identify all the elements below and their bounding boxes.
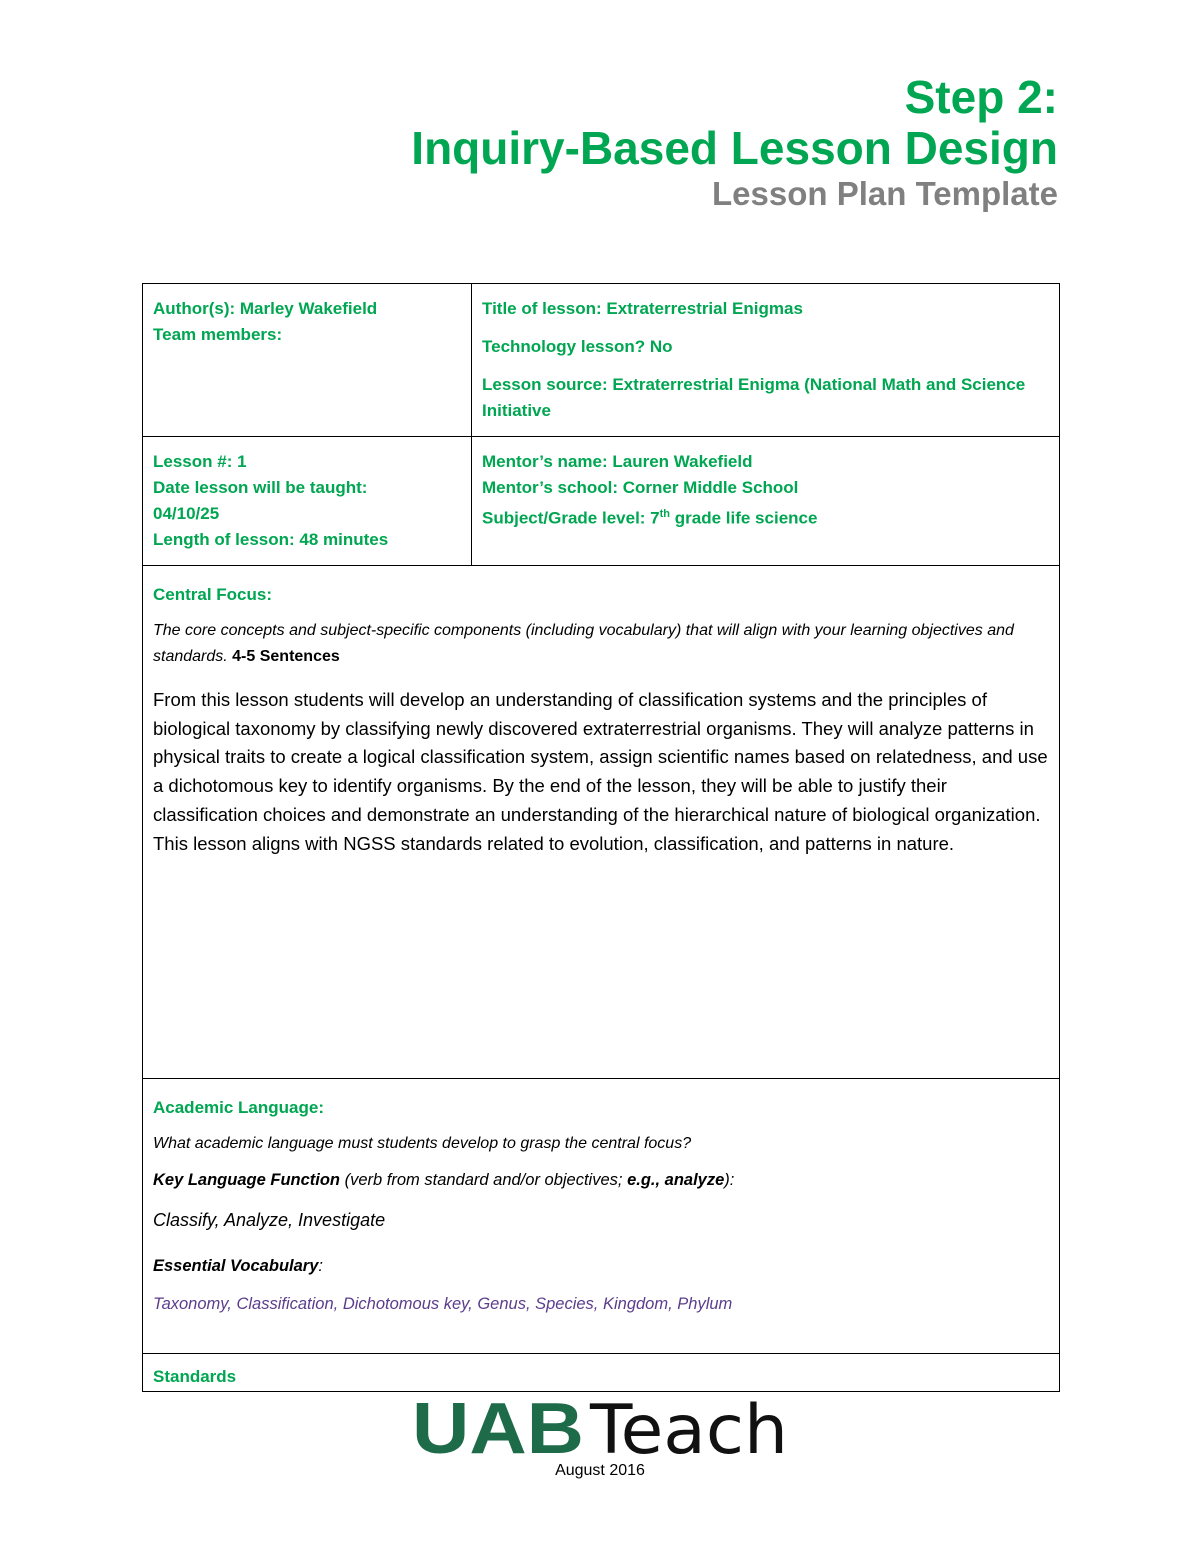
table-row: [143, 1354, 1060, 1392]
instruction-text: The core concepts and subject-specific components (including vocabulary) that will align with your learning objectives and standards.: [153, 622, 1014, 665]
academic-language-question: What academic language must students develop to grasp the central focus?: [153, 1135, 692, 1152]
key-language-function-value: Classify, Analyze, Investigate: [153, 1210, 386, 1230]
date-value: 04/10/25: [153, 504, 220, 523]
vocab-label-colon: :: [318, 1257, 323, 1275]
author-cell: [143, 284, 472, 437]
document-subtitle: Lesson Plan Template: [712, 175, 1058, 212]
table-row: [143, 1079, 1060, 1354]
central-focus-instruction: [153, 618, 1049, 670]
standards-cell: [143, 1354, 1060, 1392]
date-label: Date lesson will be taught:: [153, 478, 368, 497]
function-label-bold: Key Language Function: [153, 1171, 341, 1189]
grade-ordinal: th: [659, 508, 671, 520]
subject-prefix: Subject/Grade level: 7: [482, 508, 660, 528]
table-row: [143, 566, 1060, 1079]
lesson-source-field: Lesson source: Extraterrestrial Enigma (National Math and Science Initiative: [482, 375, 1026, 420]
essential-vocabulary-value: Taxonomy, Classification, Dichotomous key, Genus, Species, Kingdom, Phylum: [153, 1295, 733, 1313]
logo-teach: Teach: [588, 1393, 788, 1459]
technology-field: Technology lesson? No: [482, 337, 673, 356]
document-header: [411, 72, 1058, 214]
central-focus-body: From this lesson students will develop an understanding of classification systems and the principles of biological taxonomy by classifying newly discovered extraterrestrial organisms. They will analyze patterns in physical traits to create a logical classification system, assign scientific names based on relatedness, and use a dichotomous key to identify organisms. By the end of the lesson, they will be able to justify their classification choices and demonstrate an understanding of the hierarchical nature of biological organization. This lesson aligns with NGSS standards related to evolution, classification, and patterns in nature.: [153, 689, 1048, 854]
logo-uab: UAB: [412, 1393, 584, 1459]
vocab-label-bold: Essential Vocabulary: [153, 1257, 319, 1275]
step-label: Step 2:: [904, 71, 1058, 123]
academic-language-cell: [143, 1079, 1060, 1354]
instruction-emphasis: 4-5 Sentences: [232, 648, 340, 665]
uabteach-logo: [412, 1393, 792, 1459]
lesson-length-field: Length of lesson: 48 minutes: [153, 530, 389, 549]
lesson-number-field: Lesson #: 1: [153, 452, 247, 471]
key-language-function-label: [153, 1167, 1049, 1193]
mentor-school-field: Mentor’s school: Corner Middle School: [482, 478, 799, 497]
mentor-cell: [472, 437, 1060, 566]
lesson-title-field: Title of lesson: Extraterrestrial Enigmas: [482, 299, 803, 318]
function-label-end: ):: [724, 1171, 735, 1189]
lesson-plan-table: [142, 283, 1060, 1392]
table-row: [143, 437, 1060, 566]
academic-language-heading: Academic Language:: [153, 1098, 324, 1117]
document-title: Inquiry-Based Lesson Design: [411, 122, 1058, 174]
lesson-details-cell: [143, 437, 472, 566]
function-label-example: e.g., analyze: [627, 1171, 725, 1189]
mentor-name-field: Mentor’s name: Lauren Wakefield: [482, 452, 753, 471]
authors-field: Author(s): Marley Wakefield: [153, 299, 378, 318]
function-label-mid: (verb from standard and/or objectives;: [340, 1171, 628, 1189]
subject-grade-field: [482, 501, 1049, 532]
central-focus-cell: [143, 566, 1060, 1079]
footer-date: August 2016: [555, 1462, 645, 1479]
lesson-info-cell: [472, 284, 1060, 437]
standards-heading: Standards: [153, 1367, 237, 1386]
team-members-field: Team members:: [153, 325, 283, 344]
central-focus-heading: Central Focus:: [153, 585, 273, 604]
essential-vocabulary-label: [153, 1253, 1049, 1279]
subject-suffix: grade life science: [670, 508, 818, 528]
table-row: [143, 284, 1060, 437]
